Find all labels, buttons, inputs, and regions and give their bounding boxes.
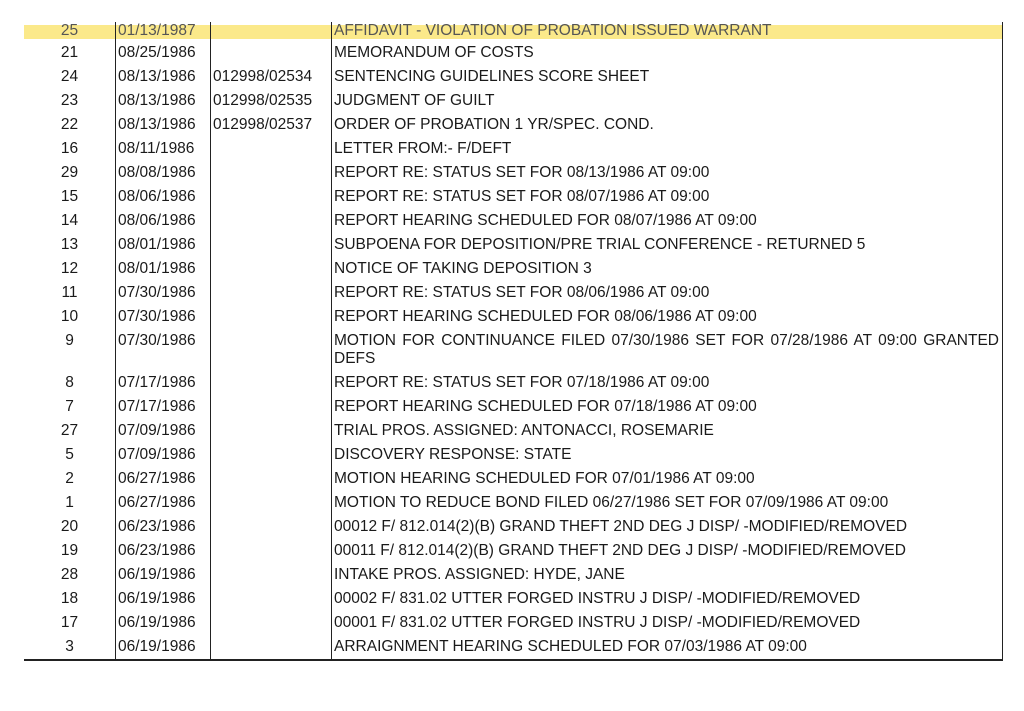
reference-cell (211, 161, 332, 185)
table-row (24, 329, 1003, 371)
sequence-cell: 20 (24, 515, 116, 539)
sequence-cell: 14 (24, 209, 116, 233)
table-row (24, 113, 1003, 137)
reference-cell (211, 329, 332, 371)
table-row (24, 371, 1003, 395)
table-row (24, 443, 1003, 467)
sequence-cell: 3 (24, 635, 116, 660)
sequence-cell: 19 (24, 539, 116, 563)
date-cell: 06/27/1986 (116, 467, 211, 491)
date-cell: 08/06/1986 (116, 209, 211, 233)
description-cell: ARRAIGNMENT HEARING SCHEDULED FOR 07/03/1986 AT 09:00 (332, 635, 1003, 660)
date-cell: 06/19/1986 (116, 635, 211, 660)
reference-cell (211, 233, 332, 257)
table-row (24, 467, 1003, 491)
date-cell: 08/01/1986 (116, 233, 211, 257)
date-cell: 07/17/1986 (116, 371, 211, 395)
description-cell: 00011 F/ 812.014(2)(B) GRAND THEFT 2ND DEG J DISP/ -MODIFIED/REMOVED (332, 539, 1003, 563)
table-row (24, 209, 1003, 233)
table-row (24, 539, 1003, 563)
sequence-cell: 7 (24, 395, 116, 419)
docket-table (24, 22, 1003, 661)
reference-cell: 012998/02537 (211, 113, 332, 137)
description-cell: 00002 F/ 831.02 UTTER FORGED INSTRU J DISP/ -MODIFIED/REMOVED (332, 587, 1003, 611)
description-cell: AFFIDAVIT - VIOLATION OF PROBATION ISSUED WARRANT (332, 22, 1003, 41)
reference-cell (211, 587, 332, 611)
reference-cell (211, 41, 332, 65)
date-cell: 06/19/1986 (116, 563, 211, 587)
sequence-cell: 17 (24, 611, 116, 635)
table-row (24, 281, 1003, 305)
table-row (24, 491, 1003, 515)
date-cell: 08/11/1986 (116, 137, 211, 161)
date-cell: 06/19/1986 (116, 587, 211, 611)
description-cell: REPORT RE: STATUS SET FOR 08/06/1986 AT 09:00 (332, 281, 1003, 305)
reference-cell (211, 443, 332, 467)
description-cell: REPORT RE: STATUS SET FOR 08/13/1986 AT 09:00 (332, 161, 1003, 185)
table-row (24, 161, 1003, 185)
sequence-cell: 27 (24, 419, 116, 443)
description-cell: INTAKE PROS. ASSIGNED: HYDE, JANE (332, 563, 1003, 587)
sequence-cell: 8 (24, 371, 116, 395)
description-cell: SUBPOENA FOR DEPOSITION/PRE TRIAL CONFERENCE - RETURNED 5 (332, 233, 1003, 257)
table-row (24, 233, 1003, 257)
sequence-cell: 21 (24, 41, 116, 65)
description-cell: 00012 F/ 812.014(2)(B) GRAND THEFT 2ND DEG J DISP/ -MODIFIED/REMOVED (332, 515, 1003, 539)
description-cell: 00001 F/ 831.02 UTTER FORGED INSTRU J DISP/ -MODIFIED/REMOVED (332, 611, 1003, 635)
table-row (24, 89, 1003, 113)
date-cell: 08/06/1986 (116, 185, 211, 209)
sequence-cell: 29 (24, 161, 116, 185)
sequence-cell: 13 (24, 233, 116, 257)
sequence-cell: 9 (24, 329, 116, 371)
sequence-cell: 10 (24, 305, 116, 329)
date-cell: 07/30/1986 (116, 305, 211, 329)
date-cell: 07/09/1986 (116, 419, 211, 443)
sequence-cell: 1 (24, 491, 116, 515)
table-row (24, 305, 1003, 329)
description-cell: MEMORANDUM OF COSTS (332, 41, 1003, 65)
date-cell: 08/13/1986 (116, 65, 211, 89)
description-cell: NOTICE OF TAKING DEPOSITION 3 (332, 257, 1003, 281)
table-row (24, 257, 1003, 281)
reference-cell (211, 209, 332, 233)
table-row (24, 137, 1003, 161)
table-row (24, 65, 1003, 89)
reference-cell (211, 563, 332, 587)
date-cell: 08/13/1986 (116, 113, 211, 137)
sequence-cell: 16 (24, 137, 116, 161)
description-cell: SENTENCING GUIDELINES SCORE SHEET (332, 65, 1003, 89)
date-cell: 08/01/1986 (116, 257, 211, 281)
sequence-cell: 15 (24, 185, 116, 209)
date-cell: 08/25/1986 (116, 41, 211, 65)
date-cell: 06/23/1986 (116, 539, 211, 563)
reference-cell (211, 395, 332, 419)
description-cell: TRIAL PROS. ASSIGNED: ANTONACCI, ROSEMARIE (332, 419, 1003, 443)
description-cell: REPORT HEARING SCHEDULED FOR 07/18/1986 AT 09:00 (332, 395, 1003, 419)
description-cell: REPORT RE: STATUS SET FOR 08/07/1986 AT 09:00 (332, 185, 1003, 209)
description-cell: LETTER FROM:- F/DEFT (332, 137, 1003, 161)
table-row (24, 635, 1003, 660)
description-cell: MOTION HEARING SCHEDULED FOR 07/01/1986 AT 09:00 (332, 467, 1003, 491)
reference-cell (211, 491, 332, 515)
reference-cell (211, 539, 332, 563)
reference-cell (211, 467, 332, 491)
table-row (24, 419, 1003, 443)
reference-cell: 012998/02534 (211, 65, 332, 89)
reference-cell (211, 22, 332, 41)
reference-cell (211, 371, 332, 395)
reference-cell (211, 635, 332, 660)
docket-table-container (24, 22, 1003, 688)
reference-cell (211, 611, 332, 635)
date-cell: 07/30/1986 (116, 281, 211, 305)
date-cell: 07/17/1986 (116, 395, 211, 419)
table-row (24, 587, 1003, 611)
reference-cell (211, 419, 332, 443)
sequence-cell: 23 (24, 89, 116, 113)
date-cell: 01/13/1987 (116, 22, 211, 41)
description-cell: REPORT RE: STATUS SET FOR 07/18/1986 AT 09:00 (332, 371, 1003, 395)
date-cell: 06/23/1986 (116, 515, 211, 539)
reference-cell (211, 257, 332, 281)
date-cell: 07/30/1986 (116, 329, 211, 371)
date-cell: 06/19/1986 (116, 611, 211, 635)
description-cell: REPORT HEARING SCHEDULED FOR 08/06/1986 AT 09:00 (332, 305, 1003, 329)
table-row (24, 611, 1003, 635)
sequence-cell: 2 (24, 467, 116, 491)
description-cell: DISCOVERY RESPONSE: STATE (332, 443, 1003, 467)
description-cell: MOTION TO REDUCE BOND FILED 06/27/1986 SET FOR 07/09/1986 AT 09:00 (332, 491, 1003, 515)
sequence-cell: 12 (24, 257, 116, 281)
date-cell: 07/09/1986 (116, 443, 211, 467)
description-cell: REPORT HEARING SCHEDULED FOR 08/07/1986 AT 09:00 (332, 209, 1003, 233)
sequence-cell: 28 (24, 563, 116, 587)
table-row (24, 41, 1003, 65)
reference-cell (211, 137, 332, 161)
table-row (24, 395, 1003, 419)
sequence-cell: 18 (24, 587, 116, 611)
reference-cell (211, 305, 332, 329)
description-cell: JUDGMENT OF GUILT (332, 89, 1003, 113)
description-cell: ORDER OF PROBATION 1 YR/SPEC. COND. (332, 113, 1003, 137)
table-row (24, 185, 1003, 209)
table-row (24, 563, 1003, 587)
description-cell: MOTION FOR CONTINUANCE FILED 07/30/1986 SET FOR 07/28/1986 AT 09:00 GRANTED DEFS (332, 329, 1003, 371)
date-cell: 06/27/1986 (116, 491, 211, 515)
table-row (24, 22, 1003, 41)
sequence-cell: 22 (24, 113, 116, 137)
reference-cell (211, 515, 332, 539)
reference-cell (211, 281, 332, 305)
docket-table-body (24, 22, 1003, 660)
sequence-cell: 25 (24, 22, 116, 41)
sequence-cell: 24 (24, 65, 116, 89)
sequence-cell: 11 (24, 281, 116, 305)
date-cell: 08/08/1986 (116, 161, 211, 185)
reference-cell (211, 185, 332, 209)
date-cell: 08/13/1986 (116, 89, 211, 113)
sequence-cell: 5 (24, 443, 116, 467)
table-row (24, 515, 1003, 539)
reference-cell: 012998/02535 (211, 89, 332, 113)
